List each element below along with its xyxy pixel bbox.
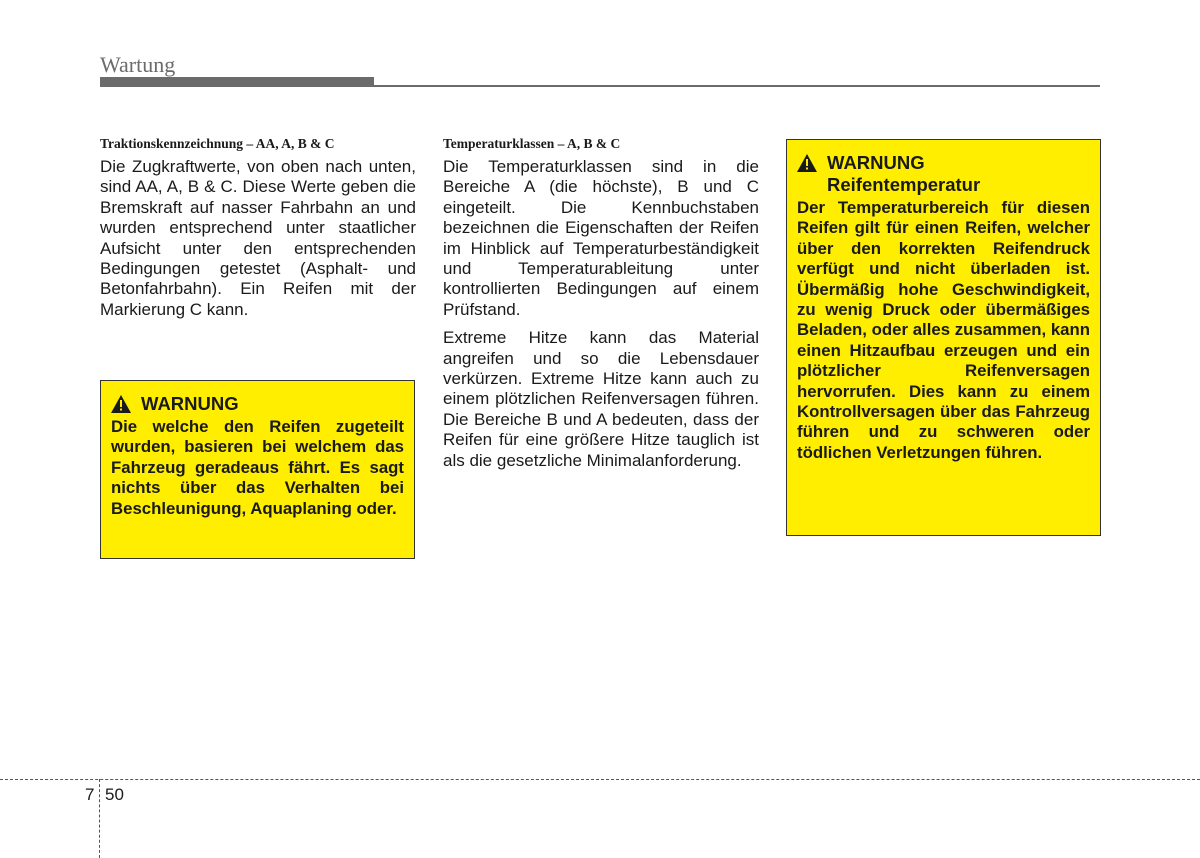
warning-triangle-icon <box>797 154 817 172</box>
header-rule-thick <box>100 77 374 85</box>
warning-title: WARNUNG <box>141 393 239 414</box>
warning-title-row <box>111 393 404 415</box>
chapter-number: 7 <box>85 785 95 804</box>
warning-box-traction <box>100 380 415 559</box>
footer-dashed-divider <box>99 779 100 858</box>
warning-box-tire-temperature <box>786 139 1101 536</box>
traction-paragraph: Die Zugkraftwerte, von oben nach unten, sind AA, A, B & C. Diese Werte geben die Bremskraft auf nasser Fahrbahn an und wurden entsprechend unter staatlicher Aufsicht unter den entsprechenden Bedingungen getestet (Asphalt- und Betonfahrbahn). Ein Reifen mit der Markierung C kann. <box>100 157 416 319</box>
footer-dashed-rule <box>0 779 1200 780</box>
column-temperature <box>443 135 759 479</box>
traction-heading: Traktionskennzeichnung – AA, A, B & C <box>100 136 335 151</box>
warning-triangle-icon <box>111 395 131 413</box>
temperature-paragraph-2: Extreme Hitze kann das Material angreifen und so die Lebensdauer verkürzen. Extreme Hitze kann auch zu einem plötzlichen Reifenversagen führen. Die Bereiche B und A bedeuten, dass der Reifen für eine größere Hitze tauglich ist als die gesetzliche Minimalanforderung. <box>443 328 759 470</box>
temperature-heading: Temperaturklassen – A, B & C <box>443 136 621 151</box>
column-traction <box>100 135 416 328</box>
warning-title: WARNUNG <box>827 152 925 173</box>
temperature-paragraph-1: Die Temperaturklassen sind in die Bereiche A (die höchste), B und C eingeteilt. Die Kennbuchstaben bezeichnen die Eigenschaften der Reifen im Hinblick auf Temperaturbeständigkeit und Temperaturableitung unter kontrollierten Bedingungen auf einem Prüfstand. <box>443 157 759 319</box>
header-rule-thin <box>100 85 1100 87</box>
page-section-title: Wartung <box>100 52 176 77</box>
warning-text: Der Temperaturbereich für diesen Reifen gilt für einen Reifen, welcher über den korrekten Reifendruck verfügt und nicht überladen ist. Übermäßig hohe Geschwindigkeit, zu wenig Druck oder übermäßiges Beladen, oder alles zusammen, kann einen Hitzaufbau erzeugen und ein plötzlicher Reifenversagen hervorrufen. Dies kann zu einem Kontrollversagen über das Fahrzeug führen und zu schweren oder tödlichen Verletzungen führen. <box>797 198 1090 462</box>
warning-text: Die welche den Reifen zugeteilt wurden, basieren bei welchem das Fahrzeug geradeaus fährt. Es sagt nichts über das Verhalten bei Beschleunigung, Aquaplaning oder. <box>111 417 404 518</box>
warning-subtitle: Reifentemperatur <box>827 174 981 195</box>
warning-title-row <box>797 152 1090 196</box>
page-number: 50 <box>105 785 124 804</box>
